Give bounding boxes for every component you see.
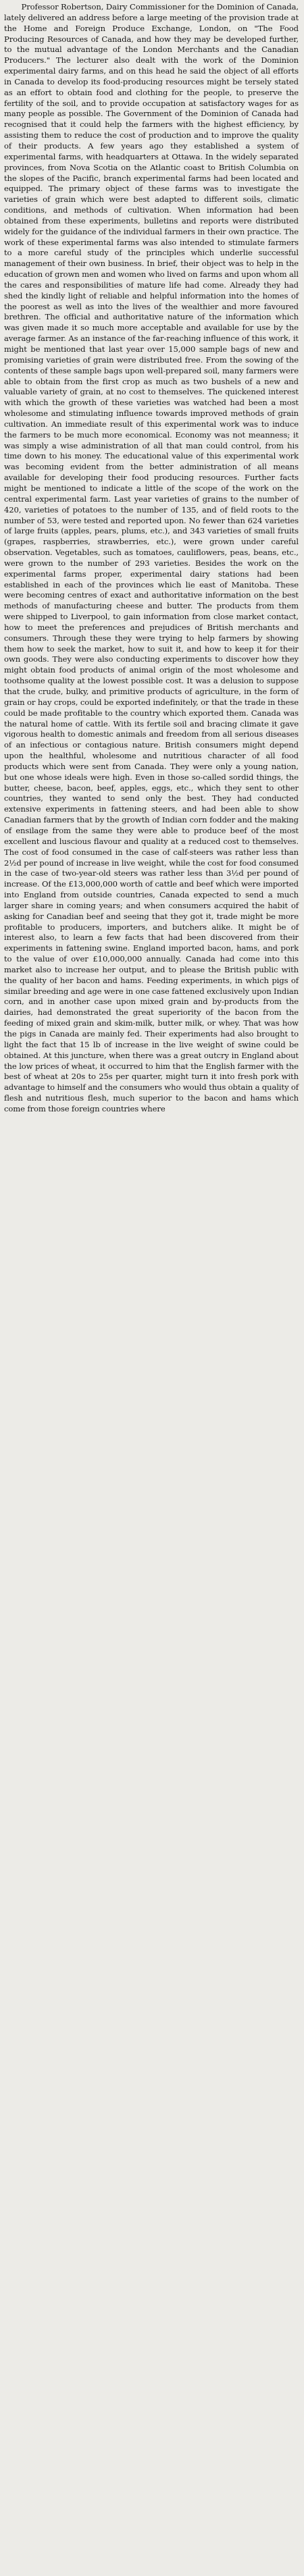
article-body: Professor Robertson, Dairy Commissioner for the Dominion of Canada, lately delivered an address before a large meeting of the provision trade at the Home and Foreign Produce Exchange, London, on "The Food Producing Resources of Canada, and how they may be developed further, to the mutual advantage of the London Merchants and the Canadian Producers." The lecturer also dealt with the work of the Dominion experimental dairy farms, and on this head he said the object of all efforts in Canada to develop its food-producing resources might be tersely stated as an effort to obtain food and clothing for the people, to preserve the fertility of the soil, and to provide occupation at satisfactory wages for as many people as possible. The Government of the Dominion of Canada had recognised that it could help the farmers with the highest efficiency, by assisting them to reduce the cost of production and to improve the quality of their products. A few years ago they established a system of experimental farms, with headquarters at Ottawa. In the widely separated provinces, from Nova Scotia on the Atlantic coast to British Columbia on the slopes of the Pacific, branch experimental farms had been located and equipped. The primary object of these farms was to investigate the varieties of grain which were best adapted to different soils, climatic conditions, and methods of cultivation. When information had been obtained from these experiments, bulletins and reports were distributed widely for the guidance of the individual farmers in their own practice. The work of these experimental farms was also intended to stimulate farmers to a more careful study of the principles which underlie successful management of their own business. In brief, their object was to help in the education of grown men and women who lived on farms and upon whom all the cares and responsibilities of mature life had come. Already they had shed the kindly light of reliable and helpful information into the homes of the poorest as well as into the lives of the wealthier and more favoured brethren. The official and authoritative nature of the information which was given made it so much more acceptable and available for use by the average farmer. As an instance of the far-reaching influence of this work, it might be mentioned that last year over 15,000 sample bags of new and promising varieties of grain were distributed free. From the sowing of the contents of these sample bags upon well-prepared soil, many farmers were able to obtain from the first crop as much as two bushels of a new and valuable variety of grain, at no cost to themselves. The quickened interest with which the growth of these varieties was watched had been a most wholesome and stimulating influence towards improved methods of grain cultivation. An immediate result of this experimental work was to induce the farmers to be much more economical. Economy was not meanness; it was simply a wise administration of all that man could control, from his time down to his money. The educational value of this experimental work was becoming evident from the better administration of all means available for developing their food producing resources. Further facts might be mentioned to indicate a little of the scope of the work on the central experimental farm. Last year varieties of grains to the number of 420, varieties of potatoes to the number of 135, and of field roots to the number of 53, were tested and reported upon. No fewer than 624 varieties of large fruits (apples, pears, plums, etc.), and 343 varieties of small fruits (grapes, raspberries, strawberries, etc.), were grown under careful observation. Vegetables, such as tomatoes, cauliflowers, peas, beans, etc., were grown to the number of 293 varieties. Besides the work on the experimental farms proper, experimental dairy stations had been established in each of the provinces which lie east of Manitoba. These were becoming centres of exact and authoritative information on the best methods of manufacturing cheese and butter. The products from them were shipped to Liverpool, to gain information from close market contact, how to meet the preferences and prejudices of British merchants and consumers. Through these they were trying to help farmers by showing them how to seek the market, how to suit it, and how to keep it for their own goods. They were also conducting experiments to discover how they might obtain food products of animal origin of the most wholesome and toothsome quality at the lowest possible cost. It was a delusion to suppose that the crude, bulky, and primitive products of agriculture, in the form of grain or hay crops, could be exported indefinitely, or that the trade in these could be made profitable to the country which exported them. Canada was the natural home of cattle. With its fertile soil and bracing climate it gave vigorous health to domestic animals and freedom from all serious diseases of an infectious or contagious nature. British consumers might depend upon the healthful, wholesome and nutritious character of all food products which were sent from Canada. They were only a young nation, but one whose ideals were high. Even in those so-called sordid things, the butter, cheese, bacon, beef, apples, eggs, etc., which they sent to other countries, they wanted to send only the best. They had conducted extensive experiments in fattening steers, and had been able to show Canadian farmers that by the growth of Indian corn fodder and the making of ensilage from the same they were able to produce beef of the most excellent and luscious flavour and quality at a reduced cost to themselves. The cost of food consumed in the case of calf-steers was rather less than 2½d per pound of increase in live weight, while the cost for food consumed in the case of two-year-old steers was rather less than 3½d per pound of increase. Of the £13,000,000 worth of cattle and beef which were imported into England from outside countries, Canada expected to send a much larger share in coming years; and when consumers acquired the habit of asking for Canadian beef and seeing that they got it, trade might be more profitable to producers, importers, and butchers alike. It might be of interest also, to learn a few facts that had been discovered from their experiments in fattening swine. England imported bacon, hams, and pork to the value of over £10,000,000 annually. Canada had come into this market also to increase her output, and to please the British public with the quality of her bacon and hams. Feeding experiments, in which pigs of similar breeding and age were in one case fattened exclusively upon Indian corn, and in another case upon mixed grain and by-products from the dairies, had demonstrated the great superiority of the bacon from the feeding of mixed grain and skim-milk, butter milk, or whey. That was how the pigs in Canada are mainly fed. Their experiments had also brought to light the fact that 15 lb of increase in the live weight of swine could be obtained. At this juncture, when there was a great outcry in England about the low prices of wheat, it occurred to him that the English farmer with the best of wheat at 20s to 25s per quarter, might turn it into fresh pork with advantage to himself and the consumers who would thus obtain a quality of flesh and nutritious flesh, much superior to the bacon and hams which come from those foreign countries where	[4, 2, 299, 1113]
